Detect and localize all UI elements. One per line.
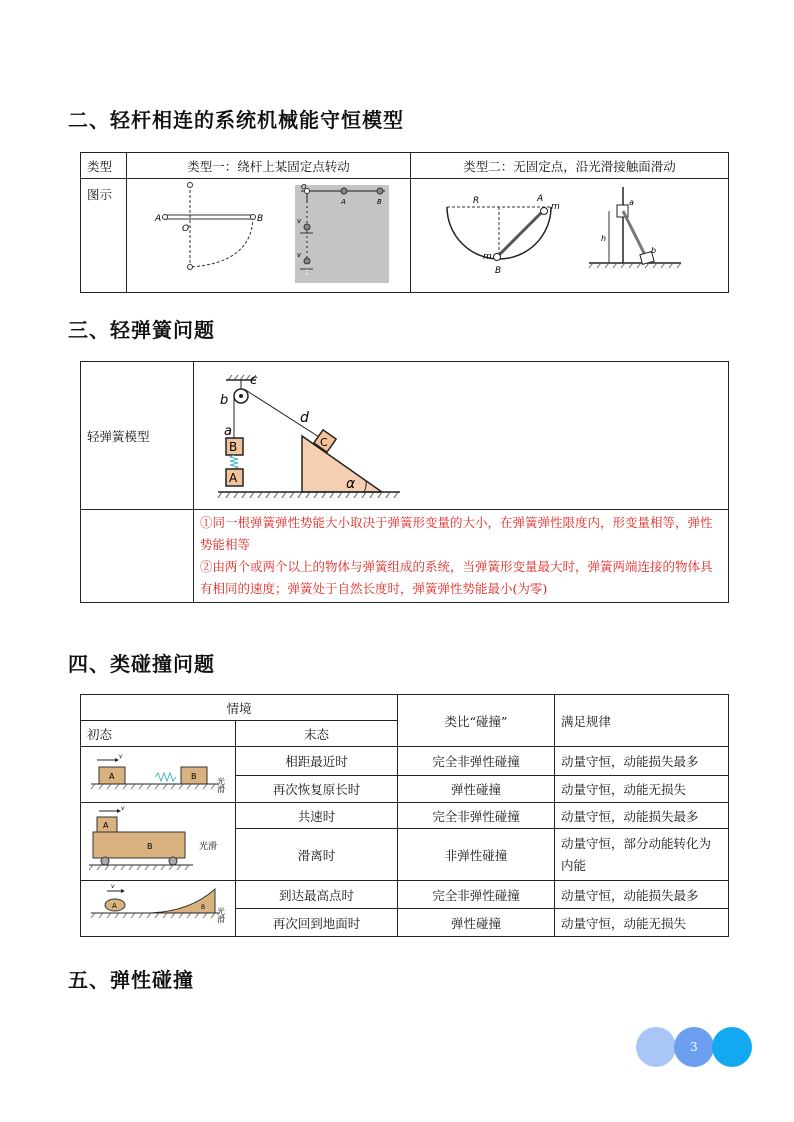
spring-note-2: ②由两个或两个以上的物体与弹簧组成的系统，当弹簧形变量最大时，弹簧两端连接的物体具有相同的速度；弹簧处于自然长度时，弹簧弹性势能最小(为零) [200,559,713,596]
spring-notes [194,510,729,603]
initial-ball-ramp [81,881,236,937]
final-3: 共速时 [236,803,398,829]
law-5: 动量守恒，动能损失最多 [555,881,729,909]
law-4: 动量守恒，部分动能转化为内能 [555,829,729,881]
label-b3: B [495,266,502,276]
label-d: d [300,410,309,426]
initial-spring-blocks [81,747,236,803]
label-b-2: B [147,842,153,851]
decor-circle-bright [712,1027,752,1067]
header-situation: 情境 [81,695,398,721]
label-r: R [473,196,480,206]
page-number-badge [636,1026,752,1068]
label-m-bottom: m [483,252,492,262]
rotating-rod-figure [154,183,263,270]
wall-ground-figure [589,187,681,268]
hanging-rod-figure [295,183,389,283]
label-v0-1: v [119,753,123,760]
label-block-a: A [229,471,238,485]
spring-incline-diagram [204,364,404,504]
spring-notes-label [81,510,194,603]
header-final: 末态 [236,721,398,747]
label-a4: a [629,198,634,207]
ball-ramp-diagram [81,881,236,933]
final-2: 再次恢复原长时 [236,776,398,803]
label-m-top: m [551,202,560,212]
label-b-3: B [201,904,206,911]
label-va: v [297,217,302,225]
spring-model-table [80,361,729,603]
label-smooth-1: 光滑 [216,777,226,793]
law-6: 动量守恒，动能无损失 [555,909,729,937]
label-c-pulley: c [250,373,258,388]
spring-note-1: ①同一根弹簧弹性势能大小取决于弹簧形变量的大小，在弹簧弹性限度内，形变量相等，弹性势能相等 [200,515,713,552]
label-b-1: B [191,772,197,781]
decor-circle-light [636,1027,676,1067]
header-initial: 初态 [81,721,236,747]
label-a3: A [537,194,544,204]
label-h: h [601,234,607,243]
analogy-3: 完全非弹性碰撞 [398,803,555,829]
label-a: A [155,214,162,224]
analogy-4: 非弹性碰撞 [398,829,555,881]
header-type: 类型 [81,153,127,179]
label-b: B [257,214,264,224]
spring-row-label: 轻弹簧模型 [81,362,194,510]
label-v0-2: v [121,805,125,812]
section-4-heading: 四、类碰撞问题 [68,652,215,676]
analogy-5: 完全非弹性碰撞 [398,881,555,909]
collision-analogy-table [80,694,729,937]
block-cart-diagram [81,803,236,877]
law-2: 动量守恒，动能无损失 [555,776,729,803]
final-5: 到达最高点时 [236,881,398,909]
initial-block-on-cart [81,803,236,881]
label-a-3: A [112,902,117,910]
spring-figure-cell [194,362,729,510]
label-alpha: α [346,476,356,492]
header-law: 满足规律 [555,695,729,747]
law-3: 动量守恒，动能损失最多 [555,803,729,829]
law-1: 动量守恒，动能损失最多 [555,747,729,776]
section-2-heading: 二、轻杆相连的系统机械能守恒模型 [68,108,404,132]
header-type-1: 类型一：绕杆上某固定点转动 [127,153,411,179]
header-analogy: 类比“碰撞” [398,695,555,747]
label-b4: b [651,246,657,255]
label-b2: B [377,198,382,206]
spring-blocks-diagram [81,747,236,799]
bowl-figure [447,194,560,276]
analogy-6: 弹性碰撞 [398,909,555,937]
label-smooth-2: 光滑 [199,842,218,852]
label-block-c: C [320,436,328,449]
label-a-spring: a [224,424,232,439]
type1-diagram [127,179,411,289]
label-block-b: B [229,440,238,454]
final-6: 再次回到地面时 [236,909,398,937]
type1-figures [127,179,411,293]
label-smooth-3: 光滑 [216,907,226,923]
label-vb: v [297,251,302,259]
analogy-2: 弹性碰撞 [398,776,555,803]
page-number: 3 [674,1027,714,1067]
section-5-heading: 五、弹性碰撞 [68,968,194,992]
label-a-2: A [103,821,109,830]
analogy-1: 完全非弹性碰撞 [398,747,555,776]
rod-model-table [80,152,729,293]
label-o: O [182,224,190,234]
label-b-pulley: b [220,393,229,408]
type2-diagram [411,179,729,289]
label-o2: O [301,183,307,191]
final-1: 相距最近时 [236,747,398,776]
row-label-figure: 图示 [81,179,127,293]
label-a2: A [341,198,346,206]
type2-figures [411,179,729,293]
header-type-2: 类型二：无固定点，沿光滑接触面滑动 [411,153,729,179]
section-3-heading: 三、轻弹簧问题 [68,318,215,342]
final-4: 滑离时 [236,829,398,881]
label-v0-3: v [111,883,115,890]
label-a-1: A [109,772,115,781]
